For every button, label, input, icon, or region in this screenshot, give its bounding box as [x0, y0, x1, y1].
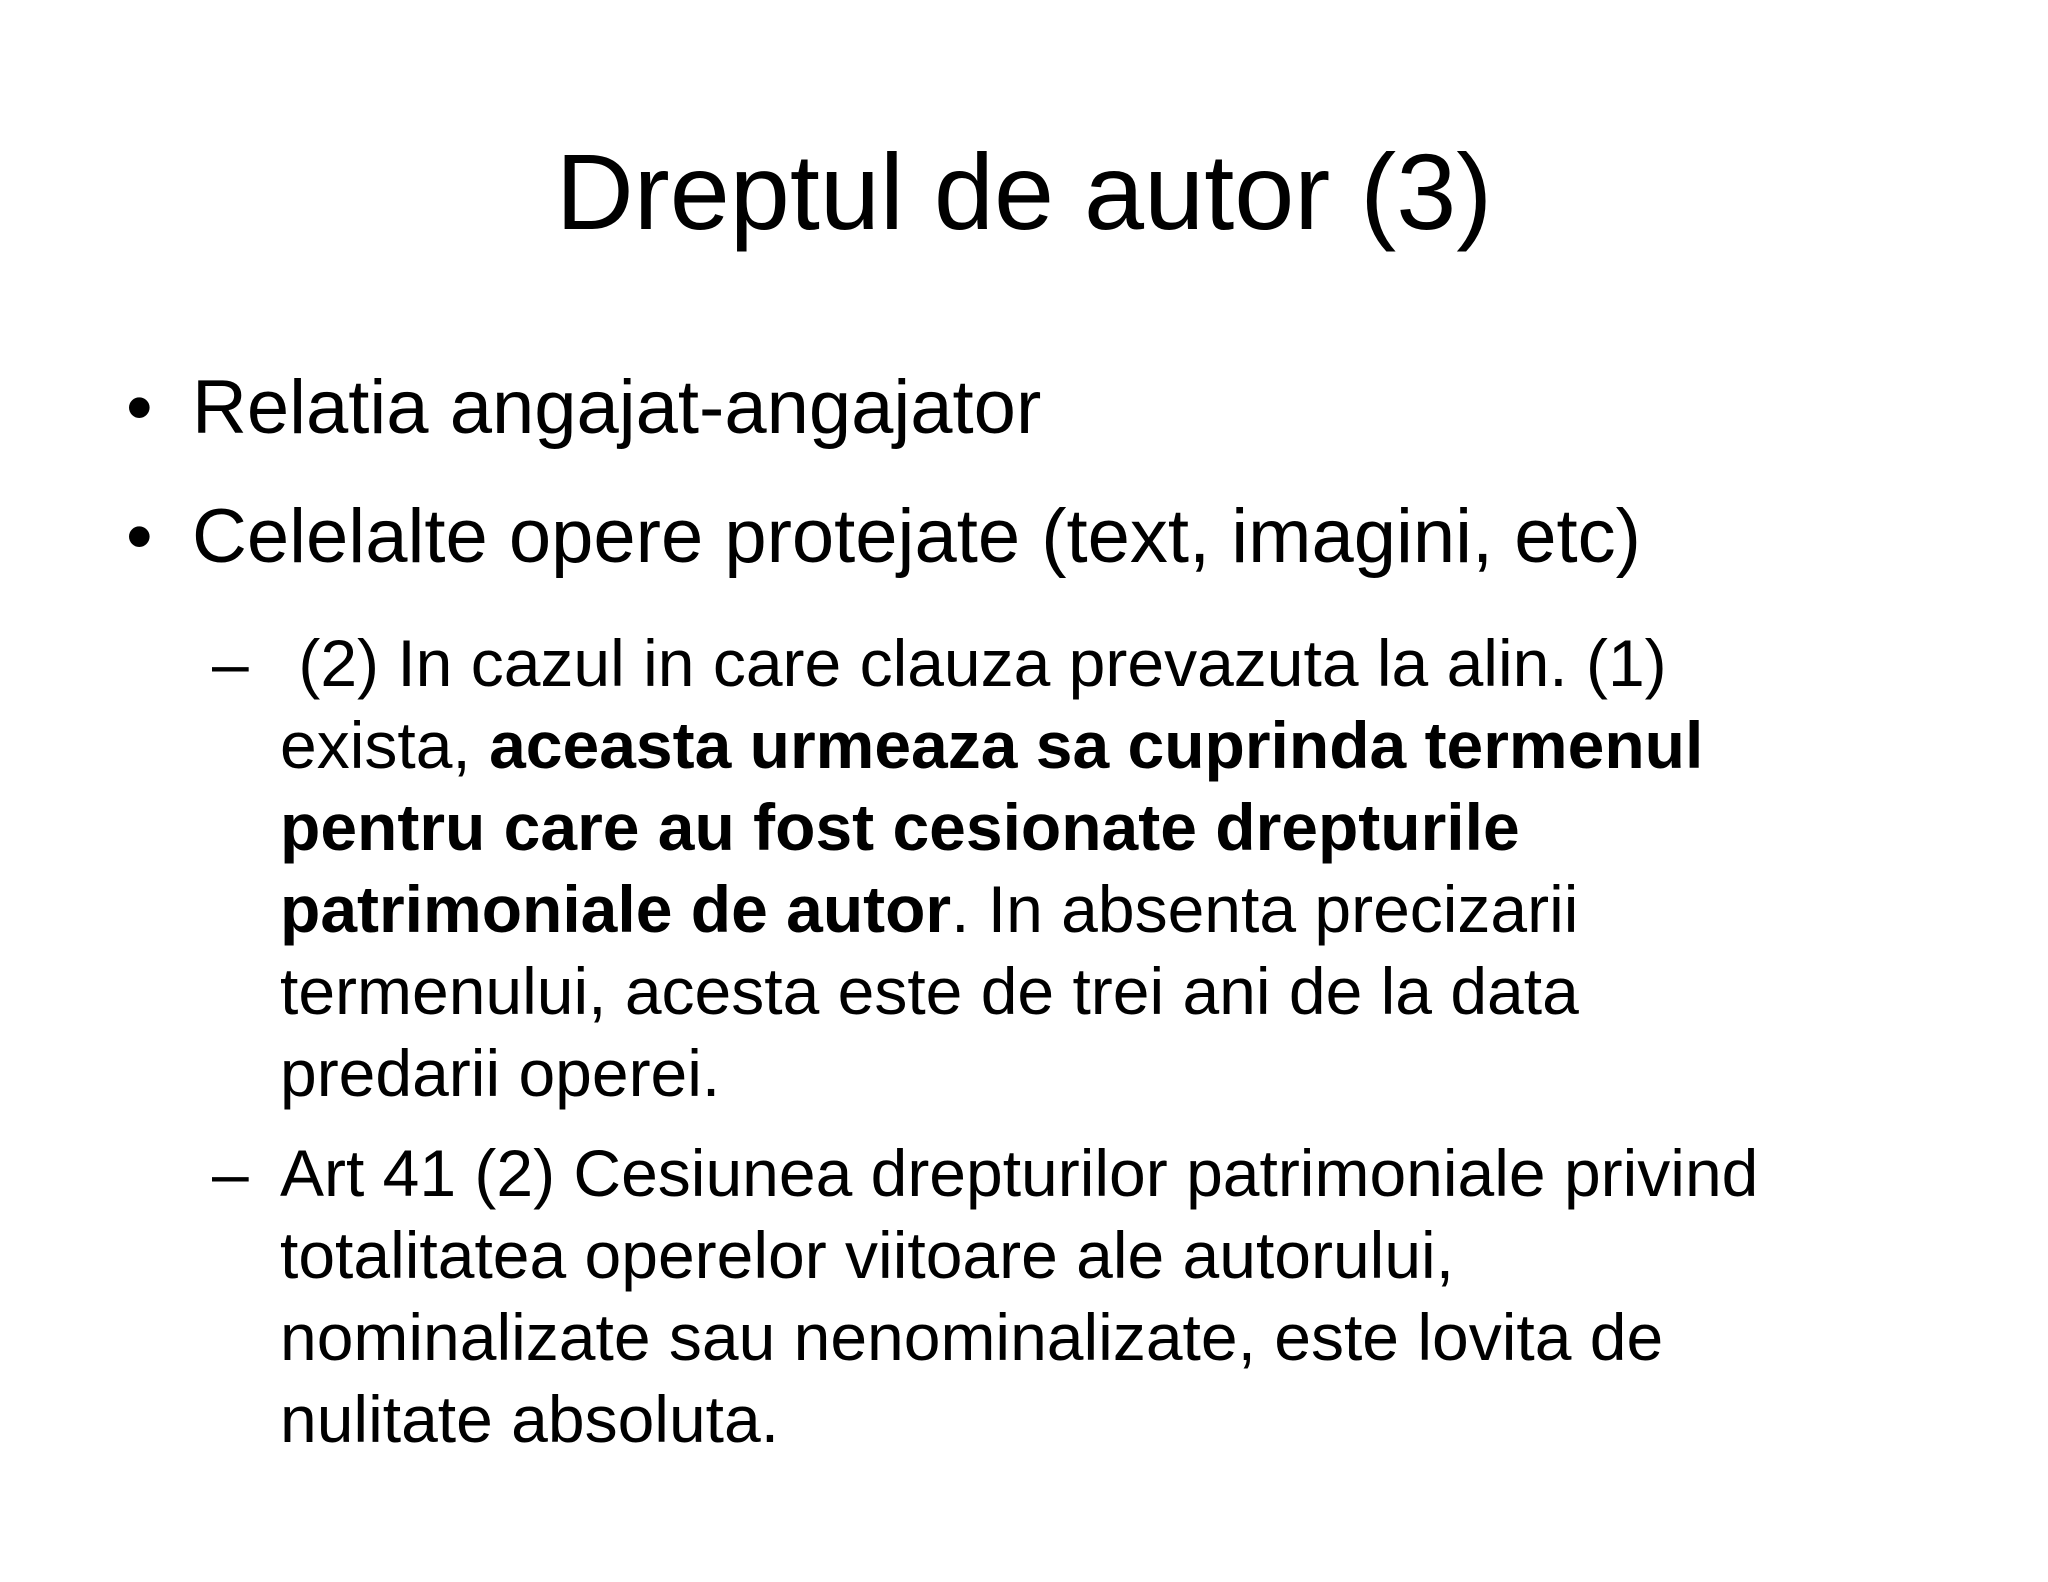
subbullet-item	[212, 1132, 1980, 1460]
subbullet-line	[280, 868, 1980, 950]
subbullet-line	[280, 1214, 1980, 1296]
subbullet-line	[280, 1032, 1980, 1114]
bullet-marker: •	[126, 494, 153, 579]
bullet-marker: •	[126, 365, 153, 450]
subbullet-item	[212, 622, 1980, 1114]
line-text-bold: aceasta urmeaza sa cuprinda termenul	[489, 708, 1704, 782]
line-text: nominalizate sau nenominalizate, este lovita de	[280, 1300, 1664, 1374]
line-text: exista,	[280, 708, 490, 782]
bullet-text: Celelalte opere protejate (text, imagini, etc)	[192, 494, 1641, 579]
line-text: Art 41 (2) Cesiunea drepturilor patrimoniale privind	[280, 1136, 1759, 1210]
bullet-item	[126, 363, 1042, 453]
subbullet-line	[280, 1132, 1980, 1214]
line-text: totalitatea operelor viitoare ale autorului,	[280, 1218, 1455, 1292]
line-text-bold: pentru care au fost cesionate drepturile	[280, 790, 1520, 864]
subbullet-marker: –	[212, 626, 249, 700]
subbullet-line	[280, 950, 1980, 1032]
subbullet-line	[280, 622, 1980, 704]
subbullet-line	[280, 704, 1980, 786]
slide-title: Dreptul de autor (3)	[555, 131, 1493, 252]
subbullet-line	[280, 786, 1980, 868]
bullet-item	[126, 492, 1641, 582]
line-text: nulitate absoluta.	[280, 1382, 780, 1456]
line-text: predarii operei.	[280, 1036, 721, 1110]
subbullet-line	[280, 1296, 1980, 1378]
bullet-text: Relatia angajat-angajator	[192, 365, 1042, 450]
subbullet-line	[280, 1378, 1980, 1460]
line-text-bold: patrimoniale de autor	[280, 872, 952, 946]
line-text: termenului, acesta este de trei ani de la data	[280, 954, 1579, 1028]
subbullet-marker: –	[212, 1136, 249, 1210]
line-text: . In absenta precizarii	[951, 872, 1579, 946]
line-text: (2) In cazul in care clauza prevazuta la alin. (1)	[280, 626, 1667, 700]
